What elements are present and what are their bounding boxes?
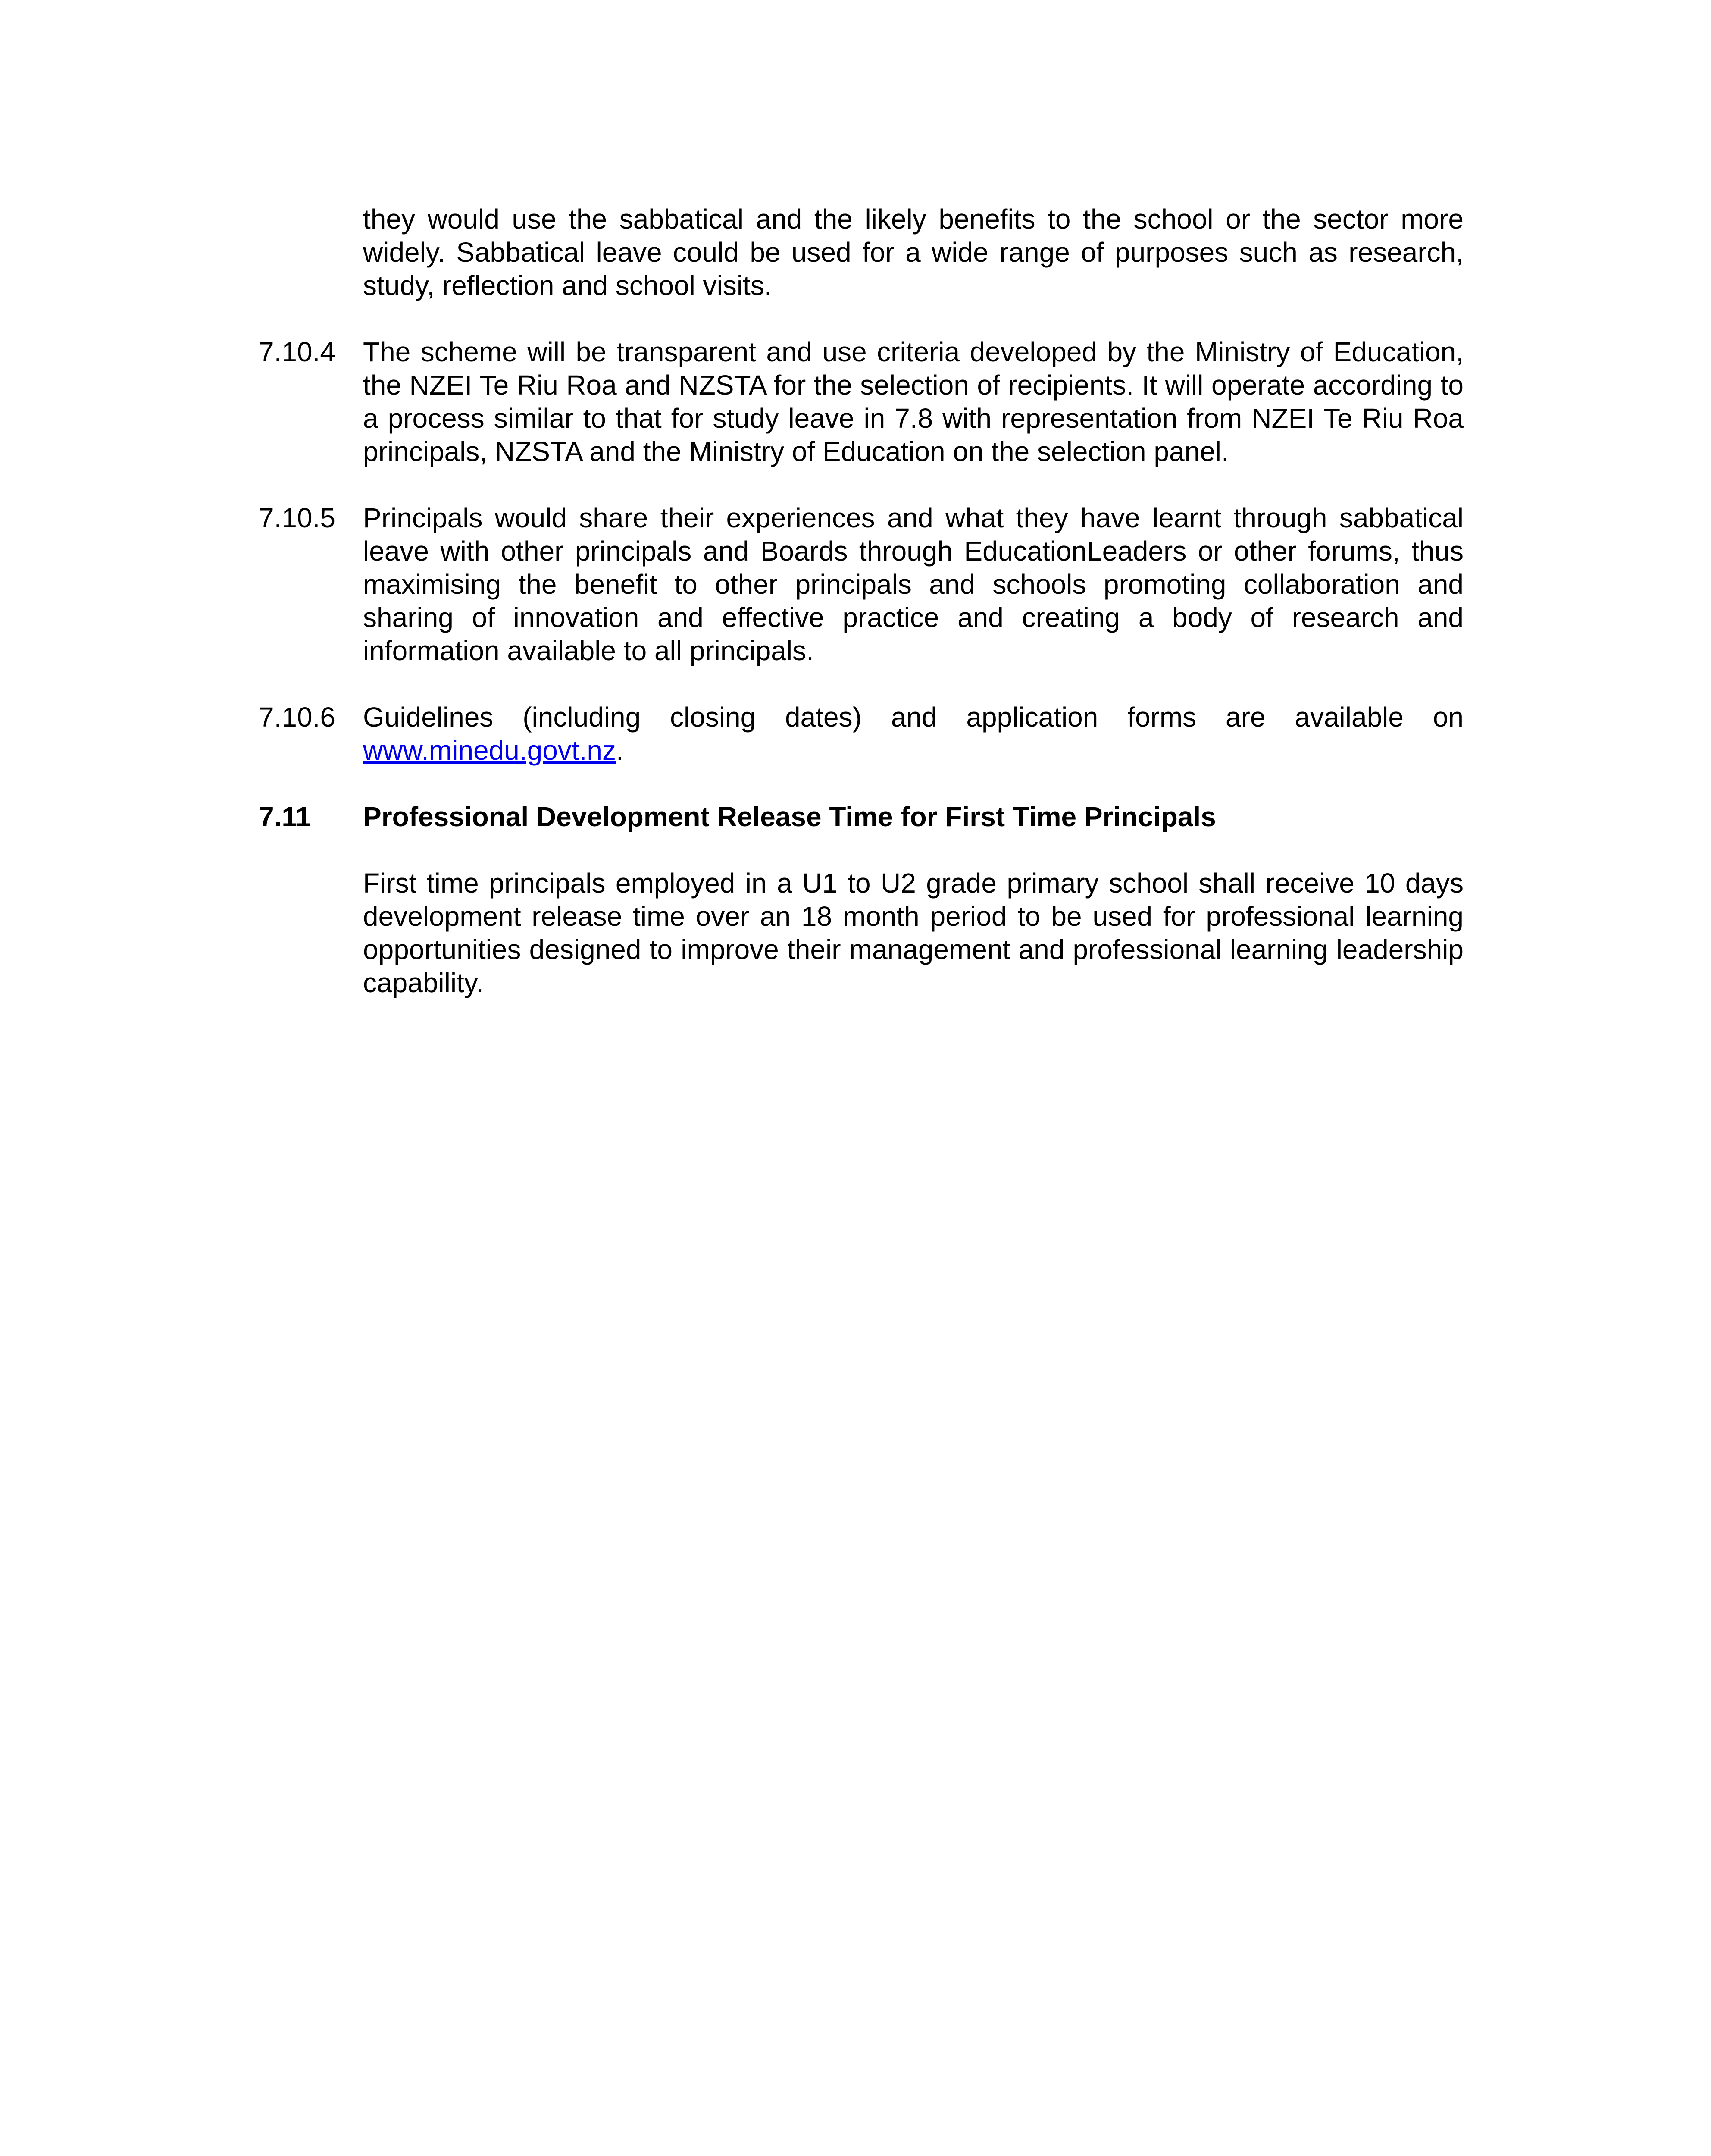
section-7-11-paragraph	[259, 867, 1464, 1000]
clause-text: Principals would share their experiences and what they have learnt through sabbatical leave with other principals and Boards through EducationLeaders or other forums, thus maximising the benefit to other principals and schools promoting collaboration and sharing of innovation and effective practice and creating a body of research and information available to all principals.	[363, 502, 1464, 666]
continuation-text: they would use the sabbatical and the likely benefits to the school or the sector more widely. Sabbatical leave could be used for a wide range of purposes such as research, study, reflection and school visits.	[363, 204, 1464, 301]
section-number: 7.11	[259, 801, 311, 832]
section-text: First time principals employed in a U1 to U2 grade primary school shall receive 10 days development release time over an 18 month period to be used for professional learning opportunities designed to improve their management and professional learning leadership capability.	[363, 868, 1464, 998]
clause-number: 7.10.6	[259, 702, 335, 733]
clause-text-before-link: Guidelines (including closing dates) and application forms are available on	[363, 702, 1464, 733]
clause-text-after-link: .	[616, 735, 624, 766]
clause-text: The scheme will be transparent and use criteria developed by the Ministry of Education, the NZEI Te Riu Roa and NZSTA for the selection of recipients. It will operate according to a process similar to that for study leave in 7.8 with representation from NZEI Te Riu Roa principals, NZSTA and the Ministry of Education on the selection panel.	[363, 336, 1464, 467]
minedu-website-link[interactable]: www.minedu.govt.nz	[363, 735, 616, 766]
clause-7-10-4	[259, 335, 1464, 468]
continuation-paragraph	[259, 203, 1464, 302]
clause-number: 7.10.5	[259, 502, 335, 533]
document-body	[259, 203, 1464, 1033]
clause-7-10-5	[259, 501, 1464, 667]
section-title: Professional Development Release Time for First Time Principals	[363, 801, 1216, 832]
clause-text	[363, 701, 1464, 767]
clause-7-10-6	[259, 701, 1464, 767]
clause-number: 7.10.4	[259, 336, 335, 367]
section-heading-7-11	[259, 800, 1464, 834]
